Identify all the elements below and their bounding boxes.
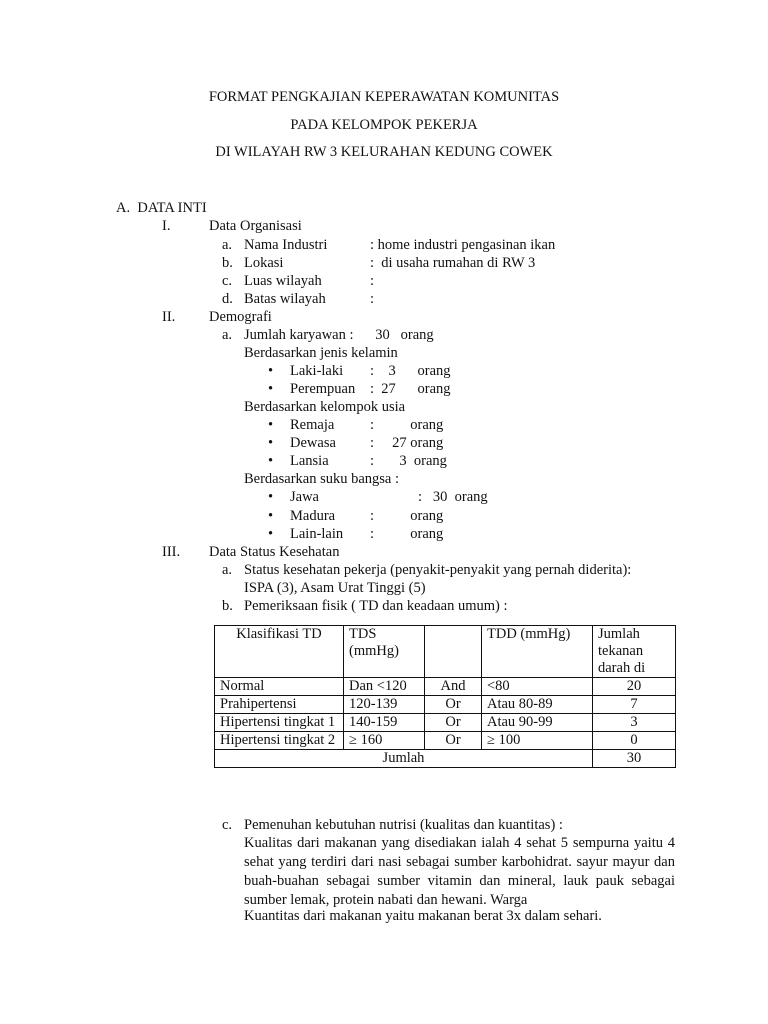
org-number: I.: [162, 218, 171, 234]
bullet-icon: •: [268, 526, 274, 542]
gender-label: Laki-laki: [290, 363, 344, 379]
table-cell: 20: [593, 678, 676, 696]
org-item-value: : di usaha rumahan di RW 3: [370, 255, 536, 271]
ethnic-label: Madura: [290, 508, 336, 524]
bullet-icon: •: [268, 363, 274, 379]
table-cell: 3: [593, 714, 676, 732]
org-item-value: :: [370, 291, 375, 307]
health-a-text: Status kesehatan pekerja (penyakit-penyakit yang pernah diderita):: [244, 562, 632, 578]
health-a-letter: a.: [222, 562, 233, 578]
table-total-row: [215, 750, 676, 768]
demo-karyawan-letter: a.: [222, 327, 233, 343]
health-number: III.: [162, 544, 181, 560]
table-cell: ≥ 100: [482, 732, 593, 750]
title-line-3: DI WILAYAH RW 3 KELURAHAN KEDUNG COWEK: [215, 144, 553, 160]
table-cell: Or: [425, 714, 482, 732]
bullet-icon: •: [268, 489, 274, 505]
nutrition-quality-paragraph: Kualitas dari makanan yang disediakan ialah 4 sehat 5 sempurna yaitu 4 sehat yang terdiri dari nasi sebagai sumber karbohidrat. sayur mayur dan buah-buahan sebagai sumber vitamin dan mineral, lauk pauk sebagai sumber lemak, protein nabati dan hewani. Warga: [244, 835, 675, 908]
health-c-heading: Pemenuhan kebutuhan nutrisi (kualitas dan kuantitas) :: [244, 817, 563, 833]
table-cell: Or: [425, 696, 482, 714]
health-heading: Data Status Kesehatan: [209, 544, 340, 560]
table-cell: 140-159: [344, 714, 425, 732]
table-header-cell: Jumlah tekanan darah di: [593, 626, 676, 678]
age-value: : 27 orang: [370, 435, 444, 451]
health-b-text: Pemeriksaan fisik ( TD dan keadaan umum) :: [244, 598, 508, 614]
table-row: [215, 696, 676, 714]
nutrition-quantity-paragraph: Kuantitas dari makanan yaitu makanan berat 3x dalam sehari.: [244, 908, 602, 924]
age-heading: Berdasarkan kelompok usia: [244, 399, 406, 415]
demo-heading: Demografi: [209, 309, 272, 325]
org-item-label: Lokasi: [244, 255, 284, 271]
section-a-heading: A. DATA INTI: [116, 200, 207, 216]
table-header-row: [215, 626, 676, 678]
blood-pressure-table: [214, 625, 676, 768]
table-cell: ≥ 160: [344, 732, 425, 750]
table-row: [215, 732, 676, 750]
table-cell: And: [425, 678, 482, 696]
table-cell: 120-139: [344, 696, 425, 714]
org-item-letter: d.: [222, 291, 233, 307]
table-cell: Atau 80-89: [482, 696, 593, 714]
table-cell: Atau 90-99: [482, 714, 593, 732]
title-line-1: FORMAT PENGKAJIAN KEPERAWATAN KOMUNITAS: [208, 89, 560, 105]
table-header-cell: Klasifikasi TD: [215, 626, 344, 678]
table-cell: Dan <120: [344, 678, 425, 696]
org-item-value: : home industri pengasinan ikan: [370, 237, 556, 253]
ethnic-heading: Berdasarkan suku bangsa :: [244, 471, 400, 487]
ethnic-value: : orang: [370, 526, 444, 542]
table-cell: <80: [482, 678, 593, 696]
gender-heading: Berdasarkan jenis kelamin: [244, 345, 398, 361]
org-item-letter: c.: [222, 273, 233, 289]
age-label: Remaja: [290, 417, 335, 433]
health-b-letter: b.: [222, 598, 233, 614]
table-cell: Hipertensi tingkat 1: [215, 714, 344, 732]
table-total-value: 30: [593, 750, 676, 768]
health-a-diseases: ISPA (3), Asam Urat Tinggi (5): [244, 580, 426, 596]
gender-value: : 3 orang: [370, 363, 451, 379]
table-header-cell: [425, 626, 482, 678]
org-item-label: Batas wilayah: [244, 291, 326, 307]
gender-value: : 27 orang: [370, 381, 451, 397]
org-item-label: Nama Industri: [244, 237, 328, 253]
table-cell: Or: [425, 732, 482, 750]
org-item-value: :: [370, 273, 375, 289]
table-cell: 7: [593, 696, 676, 714]
bullet-icon: •: [268, 417, 274, 433]
org-item-label: Luas wilayah: [244, 273, 322, 289]
org-item-letter: a.: [222, 237, 233, 253]
table-cell: Prahipertensi: [215, 696, 344, 714]
age-label: Dewasa: [290, 435, 336, 451]
table-header-cell: TDD (mmHg): [482, 626, 593, 678]
health-c-letter: c.: [222, 817, 233, 833]
table-row: [215, 678, 676, 696]
age-value: : orang: [370, 417, 444, 433]
bullet-icon: •: [268, 435, 274, 451]
table-total-label: Jumlah: [215, 750, 593, 768]
org-heading: Data Organisasi: [209, 218, 302, 234]
table-cell: Hipertensi tingkat 2: [215, 732, 344, 750]
age-value: : 3 orang: [370, 453, 447, 469]
table-row: [215, 714, 676, 732]
org-item-letter: b.: [222, 255, 233, 271]
title-line-2: PADA KELOMPOK PEKERJA: [290, 117, 478, 133]
ethnic-value: : 30 orang: [418, 489, 488, 505]
bullet-icon: •: [268, 453, 274, 469]
ethnic-label: Jawa: [290, 489, 319, 505]
bullet-icon: •: [268, 381, 274, 397]
bullet-icon: •: [268, 508, 274, 524]
age-label: Lansia: [290, 453, 329, 469]
demo-karyawan: Jumlah karyawan : 30 orang: [244, 327, 434, 343]
table-cell: Normal: [215, 678, 344, 696]
ethnic-label: Lain-lain: [290, 526, 344, 542]
demo-number: II.: [162, 309, 176, 325]
table-cell: 0: [593, 732, 676, 750]
gender-label: Perempuan: [290, 381, 356, 397]
table-header-cell: TDS (mmHg): [344, 626, 425, 678]
ethnic-value: : orang: [370, 508, 444, 524]
